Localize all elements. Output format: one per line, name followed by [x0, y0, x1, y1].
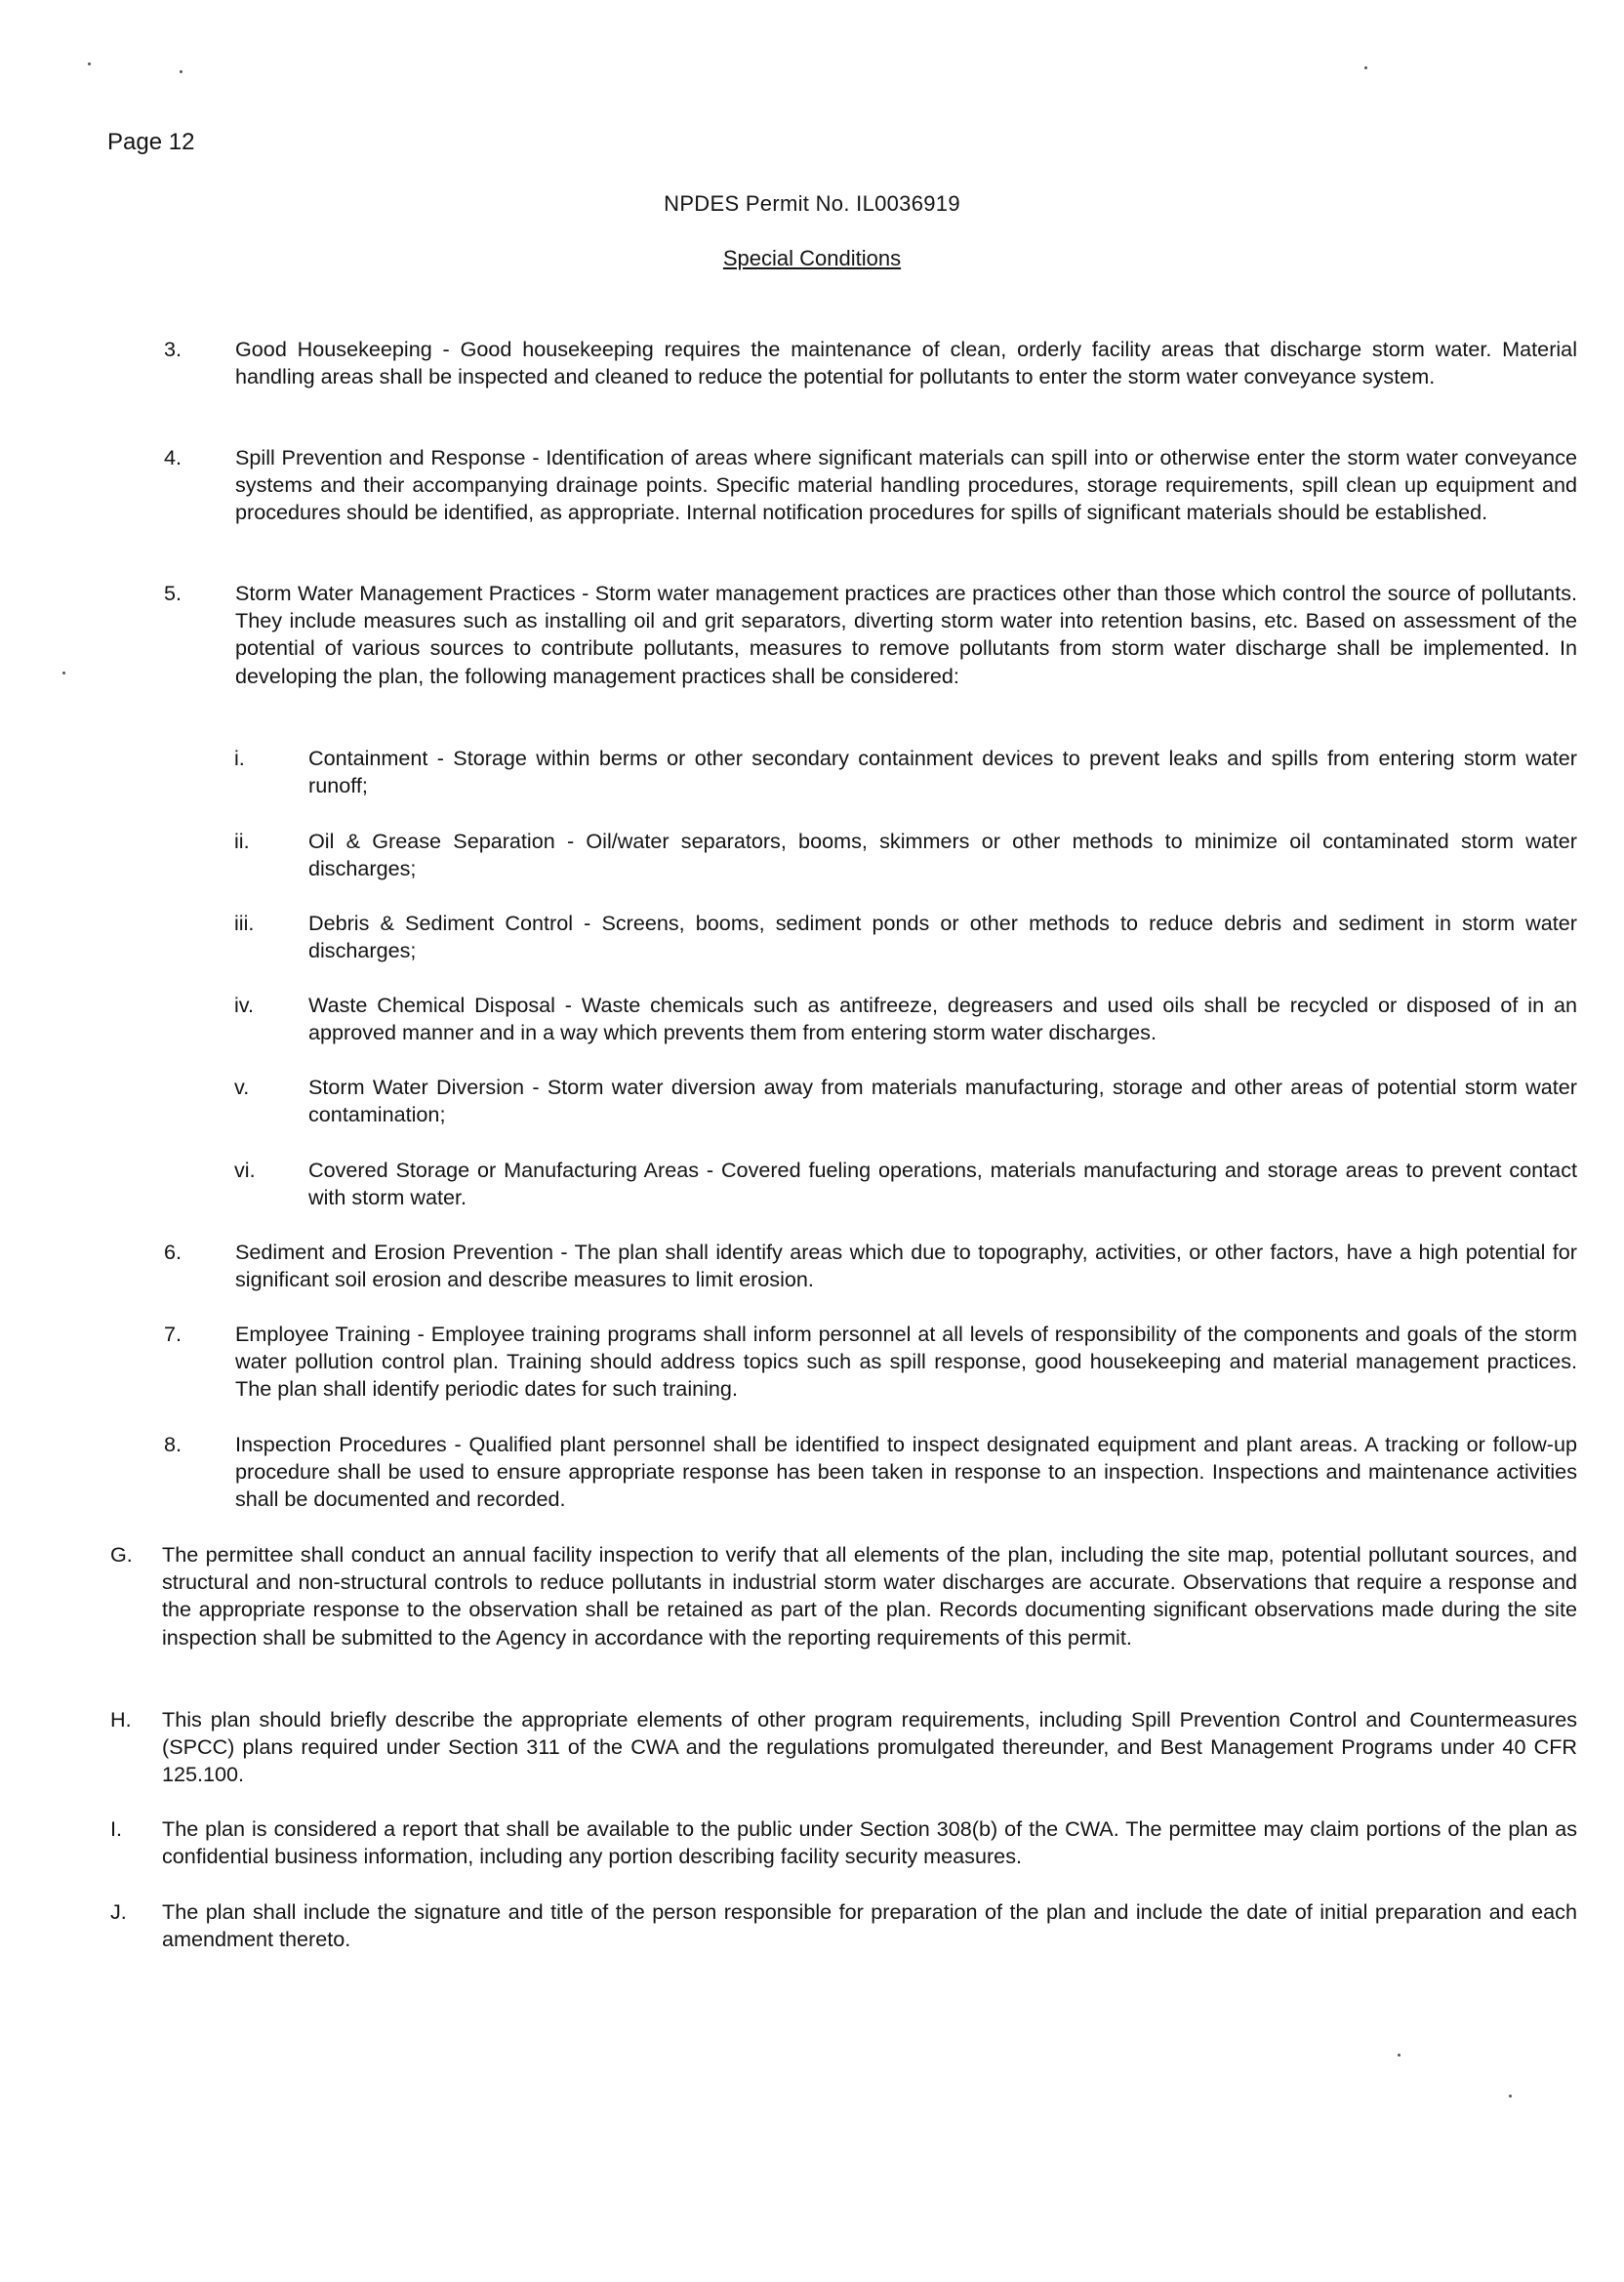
- item-text: The plan is considered a report that shall be available to the public under Section 308(b) of the CWA. The permittee may claim portions of the plan as confidential business information, including any portion describing facility security measures.: [162, 1816, 1577, 1869]
- item-number: 8.: [164, 1432, 183, 1456]
- item-text: Employee Training - Employee training programs shall inform personnel at all levels of responsibility of the components and goals of the storm water pollution control plan. Training should address topics such as spill response, good housekeeping and material management practices. The plan shall identify periodic dates for such training.: [235, 1322, 1577, 1402]
- scan-speck: [1364, 66, 1367, 69]
- scan-speck: [1398, 2054, 1401, 2057]
- item-letter: G.: [110, 1542, 133, 1567]
- scan-speck: [1509, 2095, 1512, 2098]
- section-title: Special Conditions: [722, 246, 902, 270]
- subitem-number: iv.: [234, 993, 254, 1017]
- subitem-text: Containment - Storage within berms or other secondary containment devices to prevent leaks and spills from entering storm water runoff;: [308, 746, 1577, 798]
- item-number: 7.: [164, 1322, 183, 1346]
- item-text: Storm Water Management Practices - Storm water management practices are practices other than those which control the source of pollutants. They include measures such as installing oil and grit separators, diverting storm water into retention basins, etc. Based on assessment of the potential of various sources to contribute pollutants, measures to remove pollutants from storm water discharge shall be implemented. In developing the plan, the following management practices shall be considered:: [235, 581, 1577, 688]
- subitem-text: Storm Water Diversion - Storm water diversion away from materials manufacturing, storage and other areas of potential storm water contamination;: [308, 1075, 1577, 1127]
- item-text: Good Housekeeping - Good housekeeping requires the maintenance of clean, orderly facility areas that discharge storm water. Material handling areas shall be inspected and cleaned to reduce the potential for pollutants to enter the storm water conveyance system.: [235, 337, 1577, 389]
- item-text: This plan should briefly describe the appropriate elements of other program requirements, including Spill Prevention Control and Countermeasures (SPCC) plans required under Section 311 of the CWA and the regulations promulgated thereunder, and Best Management Programs under 40 CFR 125.100.: [162, 1707, 1577, 1787]
- item-number: 5.: [164, 581, 183, 605]
- item-text: Sediment and Erosion Prevention - The plan shall identify areas which due to topography, activities, or other factors, have a high potential for significant soil erosion and describe measures to limit erosion.: [235, 1240, 1577, 1292]
- item-number: 6.: [164, 1240, 183, 1264]
- subitem-text: Waste Chemical Disposal - Waste chemicals such as antifreeze, degreasers and used oils shall be recycled or disposed of in an approved manner and in a way which prevents them from entering storm water discharges.: [308, 993, 1577, 1045]
- item-text: The plan shall include the signature and title of the person responsible for preparation of the plan and include the date of initial preparation and each amendment thereto.: [162, 1899, 1577, 1952]
- item-letter: H.: [110, 1707, 132, 1732]
- subitem-number: vi.: [234, 1158, 256, 1182]
- permit-number: NPDES Permit No. IL0036919: [664, 191, 960, 216]
- subitem-text: Covered Storage or Manufacturing Areas - Covered fueling operations, materials manufacturing and storage areas to prevent contact with storm water.: [308, 1158, 1577, 1210]
- subitem-number: iii.: [234, 911, 255, 935]
- subitem-text: Oil & Grease Separation - Oil/water separators, booms, skimmers or other methods to minimize oil contaminated storm water discharges;: [308, 829, 1577, 881]
- subitem-number: i.: [234, 746, 245, 770]
- scan-speck: [180, 70, 183, 73]
- item-text: Inspection Procedures - Qualified plant personnel shall be identified to inspect designated equipment and plant areas. A tracking or follow-up procedure shall be used to ensure appropriate response has been taken in response to an inspection. Inspections and maintenance activities shall be documented and recorded.: [235, 1432, 1577, 1512]
- subitem-text: Debris & Sediment Control - Screens, booms, sediment ponds or other methods to reduce debris and sediment in storm water discharges;: [308, 911, 1577, 963]
- item-text: The permittee shall conduct an annual facility inspection to verify that all elements of the plan, including the site map, potential pollutant sources, and structural and non-structural controls to reduce pollutants in industrial storm water discharges are accurate. Observations that require a response and the appropriate response to the observation shall be retained as part of the plan. Records documenting significant observations made during the site inspection shall be submitted to the Agency in accordance with the reporting requirements of this permit.: [162, 1542, 1577, 1650]
- page-number: Page 12: [107, 129, 195, 155]
- scan-speck: [88, 62, 91, 65]
- item-number: 3.: [164, 337, 183, 361]
- scan-speck: [62, 672, 65, 674]
- subitem-number: ii.: [234, 829, 250, 853]
- item-letter: I.: [110, 1816, 122, 1841]
- item-letter: J.: [110, 1899, 127, 1924]
- item-number: 4.: [164, 445, 183, 469]
- item-text: Spill Prevention and Response - Identification of areas where significant materials can spill into or otherwise enter the storm water conveyance systems and their accompanying drainage points. Specific material handling procedures, storage requirements, spill clean up equipment and procedures should be identified, as appropriate. Internal notification procedures for spills of significant materials should be established.: [235, 445, 1577, 525]
- subitem-number: v.: [234, 1075, 250, 1099]
